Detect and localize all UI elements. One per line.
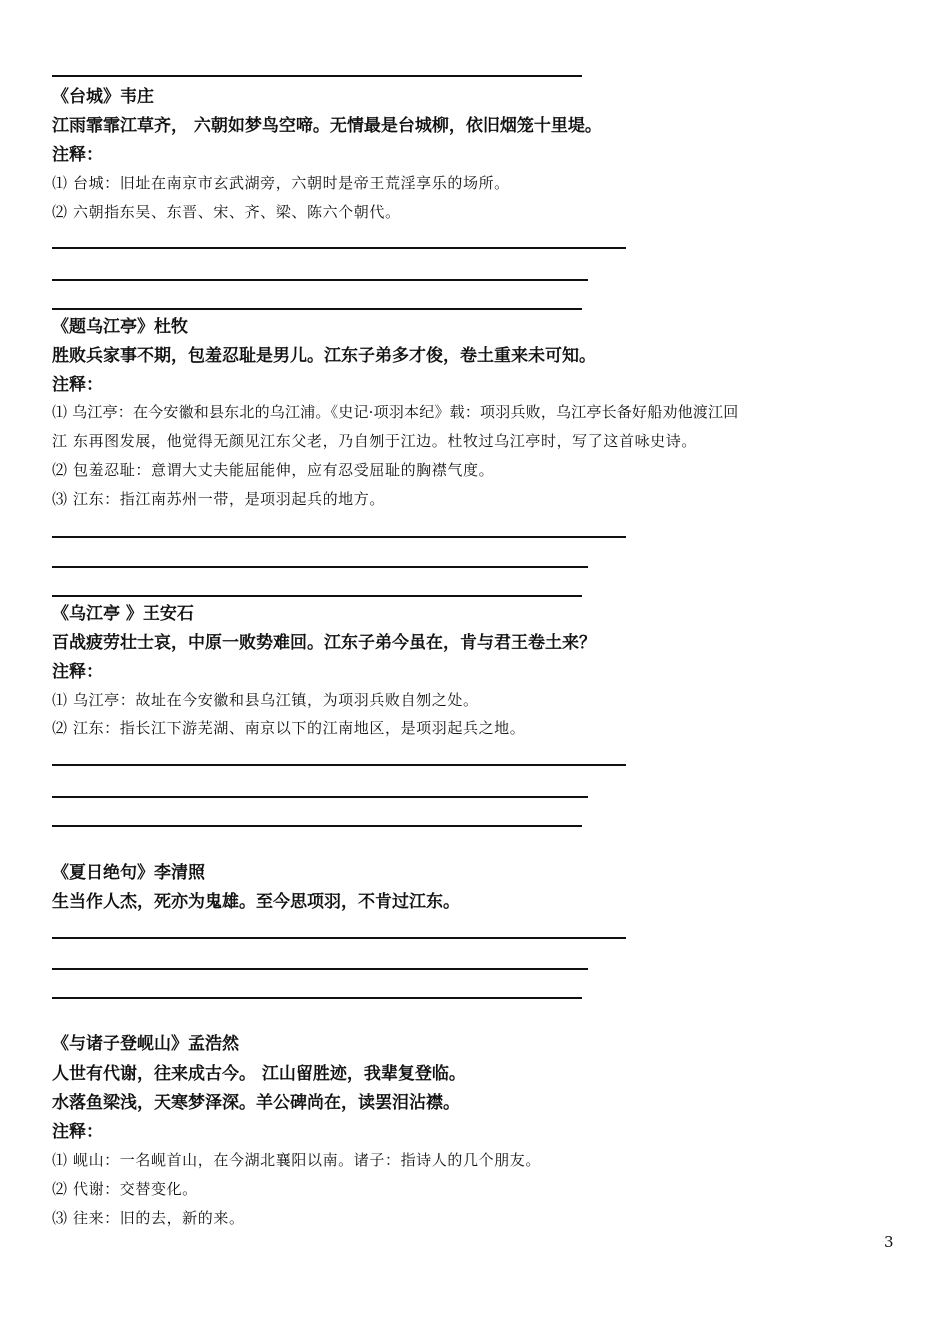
note-line: ⑶ 往来：旧的去，新的来。 [52,1209,245,1227]
note-line: ⑴ 乌江亭：在今安徽和县东北的乌江浦。《史记·项羽本纪》载：项羽兵败，乌江亭长备好船劝他渡江回 [52,403,739,421]
answer-line [52,825,582,827]
poem-title: 《台城》韦庄 [52,87,154,107]
note-line: ⑴ 乌江亭：故址在今安徽和县乌江镇，为项羽兵败自刎之处。 [52,691,479,709]
note-line: ⑴ 台城：旧址在南京市玄武湖旁，六朝时是帝王荒淫享乐的场所。 [52,174,510,192]
poem-title: 《与诸子登岘山》孟浩然 [52,1034,239,1054]
note-line: ⑶ 江东：指江南苏州一带，是项羽起兵的地方。 [52,490,385,508]
page-number: 3 [884,1233,894,1251]
answer-line [52,75,582,77]
answer-line [52,308,582,310]
answer-line [52,595,582,597]
notes-label: 注释： [52,375,103,395]
answer-line [52,247,626,249]
poem-line: 水落鱼梁浅，天寒梦泽深。羊公碑尚在，读罢泪沾襟。 [52,1093,460,1113]
answer-line [52,968,588,970]
poem-line: 江雨霏霏江草齐， 六朝如梦鸟空啼。无情最是台城柳，依旧烟笼十里堤。 [52,116,602,136]
answer-line [52,764,626,766]
notes-label: 注释： [52,662,103,682]
answer-line [52,937,626,939]
poem-line: 百战疲劳壮士哀，中原一败势难回。江东子弟今虽在，肯与君王卷土来？ [52,633,596,653]
poem-title: 《乌江亭 》王安石 [52,604,194,624]
note-line: ⑵ 六朝指东吴、东晋、宋、齐、梁、陈六个朝代。 [52,203,401,221]
note-line: 江 东再图发展，他觉得无颜见江东父老，乃自刎于江边。杜牧过乌江亭时，写了这首咏史诗。 [52,432,697,450]
note-line: ⑵ 江东：指长江下游芜湖、南京以下的江南地区，是项羽起兵之地。 [52,719,526,737]
poem-title: 《题乌江亭》杜牧 [52,317,188,337]
poem-line: 人世有代谢，往来成古今。 江山留胜迹，我辈复登临。 [52,1064,466,1084]
answer-line [52,536,626,538]
answer-line [52,279,588,281]
poem-line: 生当作人杰，死亦为鬼雄。至今思项羽，不肯过江东。 [52,892,460,912]
poem-line: 胜败兵家事不期，包羞忍耻是男儿。江东子弟多才俊，卷土重来未可知。 [52,346,596,366]
note-line: ⑵ 包羞忍耻：意谓大丈夫能屈能伸，应有忍受屈耻的胸襟气度。 [52,461,495,479]
note-line: ⑴ 岘山：一名岘首山，在今湖北襄阳以南。诸子：指诗人的几个朋友。 [52,1151,541,1169]
answer-line [52,796,588,798]
note-line: ⑵ 代谢：交替变化。 [52,1180,198,1198]
notes-label: 注释： [52,1122,103,1142]
notes-label: 注释： [52,145,103,165]
answer-line [52,997,582,999]
poem-title: 《夏日绝句》李清照 [52,863,205,883]
answer-line [52,566,588,568]
